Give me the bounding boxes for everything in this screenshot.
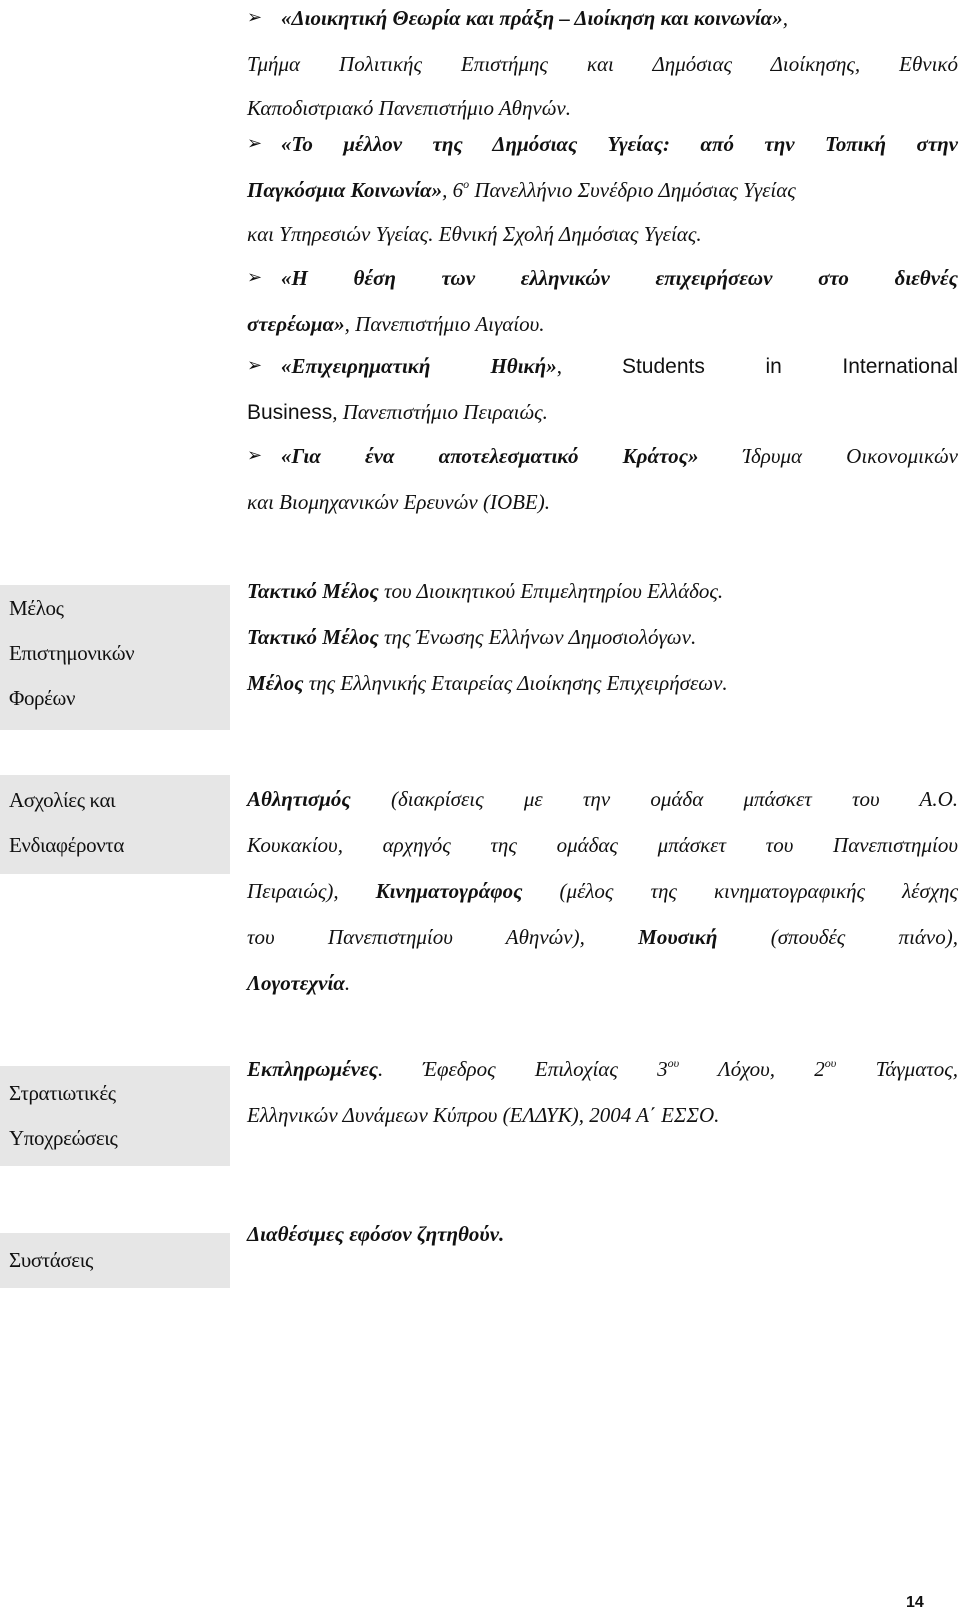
list-item: ➢ «Για ένα αποτελεσματικό Κράτος» Ίδρυμα Οικονομικών και Βιομηχανικών Ερευνών (ΙΟΒΕ). (247, 434, 958, 524)
item-title: «Διοικητική Θεωρία και πράξη – Διοίκηση και κοινωνία» (281, 6, 783, 30)
arrowhead-bullet-icon: ➢ (247, 445, 263, 467)
arrowhead-bullet-icon: ➢ (247, 7, 263, 29)
arrowhead-bullet-icon: ➢ (247, 133, 263, 155)
list-item: ➢ «Επιχειρηματική Ηθική», Students in International Business, Πανεπιστήμιο Πειραιώς. (247, 344, 958, 435)
memberships-content (247, 568, 958, 706)
list-item: Τακτικό Μέλος της Ένωσης Ελλήνων Δημοσιολόγων. (247, 625, 697, 649)
military-content: Εκπληρωμένες. Έφεδρος Επιλοχίας $3^{o\upsilon}$ Λόχου, $2^{o\upsilon}$ Τάγματος, Ελληνικών Δυνάμεων Κύπρου (ΕΛΔΥΚ), 2004 Α΄ ΕΣΣΟ. (247, 1056, 959, 1127)
section-label-hobbies: Ασχολίες και Ενδιαφέροντα (0, 775, 230, 874)
item-title: «Για ένα αποτελεσματικό Κράτος» (281, 444, 699, 468)
list-item: ➢ «Διοικητική Θεωρία και πράξη – Διοίκηση και κοινωνία», Τμήμα Πολιτικής Επιστήμης και Δημόσιας Διοίκησης, Εθνικό Καποδιστριακό Πανεπιστήμιο Αθηνών. (247, 0, 958, 130)
item-title: «Το μέλλον της Δημόσιας Υγείας: από την Τοπική στην (281, 132, 958, 156)
section-label-memberships: Μέλος Επιστημονικών Φορέων (0, 585, 230, 730)
list-item: ➢ «Το μέλλον της Δημόσιας Υγείας: από την Τοπική στην Παγκόσμια Κοινωνία», $6^o$ Πανελλήνιο Συνέδριο Δημόσιας Υγείας και Υπηρεσιών Υγείας. Εθνική Σχολή Δημόσιας Υγείας. (247, 122, 958, 256)
list-item: Τακτικό Μέλος του Διοικητικού Επιμελητηρίου Ελλάδος. (247, 579, 724, 603)
item-title: «Επιχειρηματική Ηθική» (281, 354, 557, 378)
page-number: 14 (906, 1594, 924, 1611)
references-content: Διαθέσιμες εφόσον ζητηθούν. (247, 1222, 505, 1246)
arrowhead-bullet-icon: ➢ (247, 355, 263, 377)
item-title: «Η θέση των ελληνικών επιχειρήσεων στο διεθνές (281, 266, 958, 290)
section-label-references: Συστάσεις (0, 1233, 230, 1288)
section-label-military: Στρατιωτικές Υποχρεώσεις (0, 1066, 230, 1166)
list-item: Μέλος της Ελληνικής Εταιρείας Διοίκησης Επιχειρήσεων. (247, 671, 728, 695)
list-item: ➢ «Η θέση των ελληνικών επιχειρήσεων στο διεθνές στερέωμα», Πανεπιστήμιο Αιγαίου. (247, 256, 958, 346)
hobbies-content: Αθλητισμός (διακρίσεις με την ομάδα μπάσκετ του Α.Ο. Κουκακίου, αρχηγός της ομάδας μπάσκετ του Πανεπιστημίου Πειραιώς), Κινηματογράφος (μέλος της κινηματογραφικής λέσχης του Πανεπιστημίου Αθηνών), Μουσική (σπουδές πιάνο), Λογοτεχνία. (247, 787, 958, 995)
arrowhead-bullet-icon: ➢ (247, 267, 263, 289)
